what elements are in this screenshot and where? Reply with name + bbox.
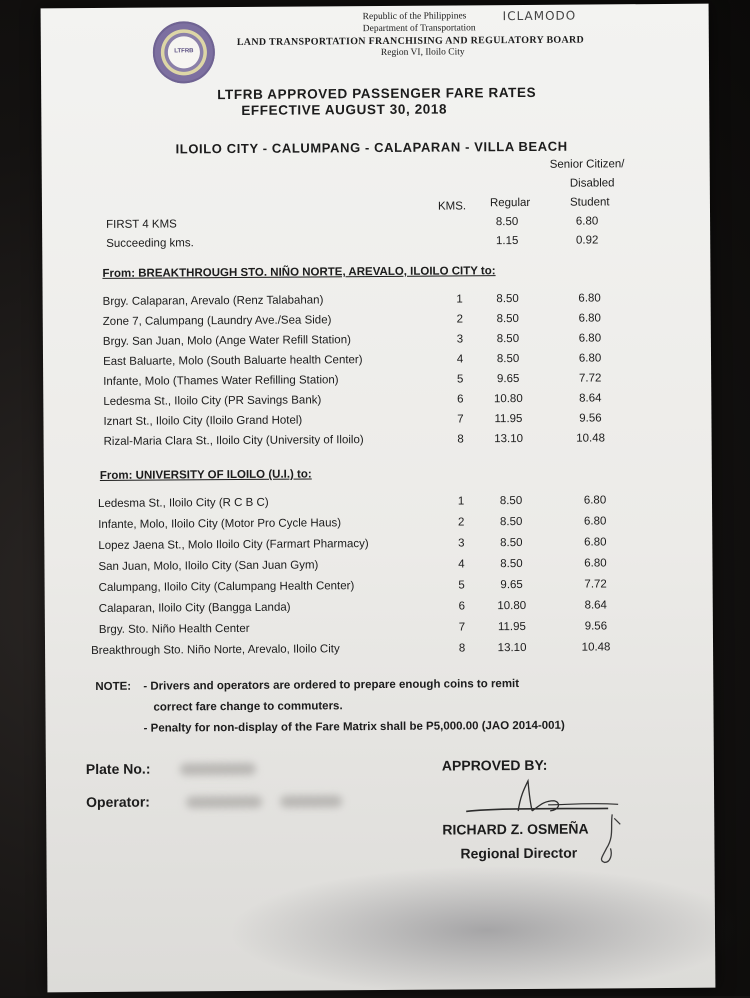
header-region: Region VI, Iloilo City [380, 47, 465, 58]
km: 3 [458, 537, 465, 550]
km: 4 [456, 353, 464, 366]
header-board: LAND TRANSPORTATION FRANCHISING AND REGULATORY BOARD [236, 34, 585, 48]
km: 1 [457, 495, 465, 508]
col-senior-line2: Disabled [569, 177, 615, 190]
destination: San Juan, Molo, Iloilo City (San Juan Gym) [98, 559, 319, 573]
km: 1 [456, 293, 463, 306]
approved-by-label: APPROVED BY: [441, 756, 548, 774]
col-senior-line1: Senior Citizen/ [549, 158, 625, 171]
base-rate-label: FIRST 4 KMS [106, 218, 177, 231]
operator-label: Operator: [86, 793, 150, 811]
regular-fare: 8.50 [496, 293, 519, 306]
discount-fare: 6.80 [578, 352, 602, 365]
discount-fare: 9.56 [579, 412, 602, 425]
destination: Zone 7, Calumpang (Laundry Ave./Sea Side) [102, 314, 332, 328]
seal-text: LTFRB [174, 48, 194, 55]
regular-fare: 10.80 [497, 599, 527, 613]
regular-fare: 8.50 [496, 353, 520, 366]
discount-fare: 10.48 [576, 432, 606, 445]
km: 3 [456, 333, 464, 346]
title-line2: EFFECTIVE AUGUST 30, 2018 [241, 101, 448, 118]
km: 4 [458, 558, 465, 571]
header-department: Department of Transportation [362, 23, 476, 35]
km: 2 [456, 313, 464, 326]
operator-name-redacted [186, 794, 343, 813]
destination: Ledesma St., Iloilo City (R C B C) [97, 496, 269, 510]
destination: Calumpang, Iloilo City (Calumpang Health Center) [98, 580, 355, 594]
discount-fare: 7.72 [584, 578, 607, 591]
km: 7 [458, 621, 466, 634]
km: 5 [456, 373, 464, 386]
route-title: ILOILO CITY - CALUMPANG - CALAPARAN - VILLA BEACH [175, 138, 568, 157]
discount-fare: 6.80 [583, 494, 607, 507]
destination: Ledesma St., Iloilo City (PR Savings Bank) [103, 394, 322, 408]
km: 6 [458, 600, 466, 613]
km: 5 [458, 579, 465, 592]
photo-shadow [227, 863, 748, 997]
km: 6 [457, 393, 464, 406]
note-line2: correct fare change to commuters. [153, 700, 343, 714]
km: 8 [458, 642, 466, 655]
title-line1: LTFRB APPROVED PASSENGER FARE RATES [217, 84, 537, 103]
regular-fare: 9.65 [496, 373, 520, 386]
regular-fare: 8.50 [499, 494, 523, 508]
signatory-name: RICHARD Z. OSMEÑA [442, 820, 589, 838]
regular-fare: 8.50 [500, 536, 523, 550]
regular-fare: 13.10 [497, 641, 527, 655]
regular-fare: 8.50 [499, 515, 523, 529]
handwritten-note: ICLAMODO [502, 8, 577, 24]
base-rate-regular: 1.15 [495, 235, 519, 248]
base-rate-regular: 8.50 [495, 216, 519, 229]
discount-fare: 6.80 [578, 332, 602, 345]
signature-icon [458, 774, 658, 823]
base-rate-discount: 6.80 [575, 215, 599, 228]
destination: Calaparan, Iloilo City (Bangga Landa) [98, 601, 291, 615]
destination: Rizal-Maria Clara St., Iloilo City (University of Iloilo) [103, 434, 364, 448]
km: 2 [457, 516, 465, 529]
note-line1: - Drivers and operators are ordered to prepare enough coins to remit [143, 678, 520, 693]
header-republic: Republic of the Philippines [362, 11, 467, 23]
destination: Brgy. Calaparan, Arevalo (Renz Talabahan) [102, 294, 324, 308]
destination: Infante, Molo (Thames Water Refilling Station) [103, 374, 339, 388]
discount-fare: 7.72 [578, 372, 602, 385]
col-kms: KMS. [437, 200, 467, 213]
destination: Infante, Molo, Iloilo City (Motor Pro Cycle Haus) [98, 517, 342, 531]
discount-fare: 8.64 [579, 392, 602, 405]
regular-fare: 9.65 [500, 578, 523, 592]
plate-number-redacted [180, 762, 256, 781]
note-label: NOTE: [95, 680, 132, 693]
signatory-title: Regional Director [460, 844, 578, 862]
discount-fare: 6.80 [584, 536, 607, 549]
discount-fare: 6.80 [578, 312, 601, 325]
km: 8 [457, 433, 464, 446]
base-rate-label: Succeeding kms. [106, 237, 194, 250]
regular-fare: 11.95 [497, 620, 526, 634]
regular-fare: 13.10 [494, 432, 524, 446]
plate-label: Plate No.: [85, 760, 151, 778]
regular-fare: 8.50 [496, 333, 520, 346]
regular-fare: 8.50 [500, 557, 523, 571]
initials-icon [594, 810, 624, 870]
fare-matrix-document [41, 4, 716, 993]
section1-heading: From: BREAKTHROUGH STO. NIÑO NORTE, AREVALO, ILOILO CITY to: [102, 265, 496, 280]
regular-fare: 10.80 [493, 392, 523, 406]
discount-fare: 8.64 [584, 599, 607, 612]
note-line3: - Penalty for non-display of the Fare Matrix shall be P5,000.00 (JAO 2014-001) [143, 719, 565, 735]
discount-fare: 6.80 [583, 515, 607, 528]
ltfrb-seal-icon [153, 21, 215, 83]
km: 7 [457, 413, 464, 426]
discount-fare: 9.56 [584, 620, 608, 633]
discount-fare: 6.80 [584, 557, 607, 570]
destination: East Baluarte, Molo (South Baluarte health Center) [103, 354, 363, 368]
section2-heading: From: UNIVERSITY OF ILOILO (U.I.) to: [99, 468, 312, 482]
regular-fare: 11.95 [494, 412, 523, 426]
destination: Brgy. Sto. Niño Health Center [98, 622, 250, 636]
destination: Lopez Jaena St., Molo Iloilo City (Farmart Pharmacy) [98, 538, 369, 552]
col-senior-line3: Student [569, 196, 610, 209]
col-regular: Regular [489, 196, 531, 210]
base-rate-discount: 0.92 [575, 234, 599, 247]
destination: Breakthrough Sto. Niño Norte, Arevalo, Iloilo City [91, 643, 340, 658]
discount-fare: 6.80 [578, 292, 601, 305]
regular-fare: 8.50 [496, 313, 519, 326]
discount-fare: 10.48 [581, 641, 611, 654]
destination: Brgy. San Juan, Molo (Ange Water Refill Station) [102, 334, 351, 348]
destination: Iznart St., Iloilo City (Iloilo Grand Hotel) [103, 414, 303, 428]
